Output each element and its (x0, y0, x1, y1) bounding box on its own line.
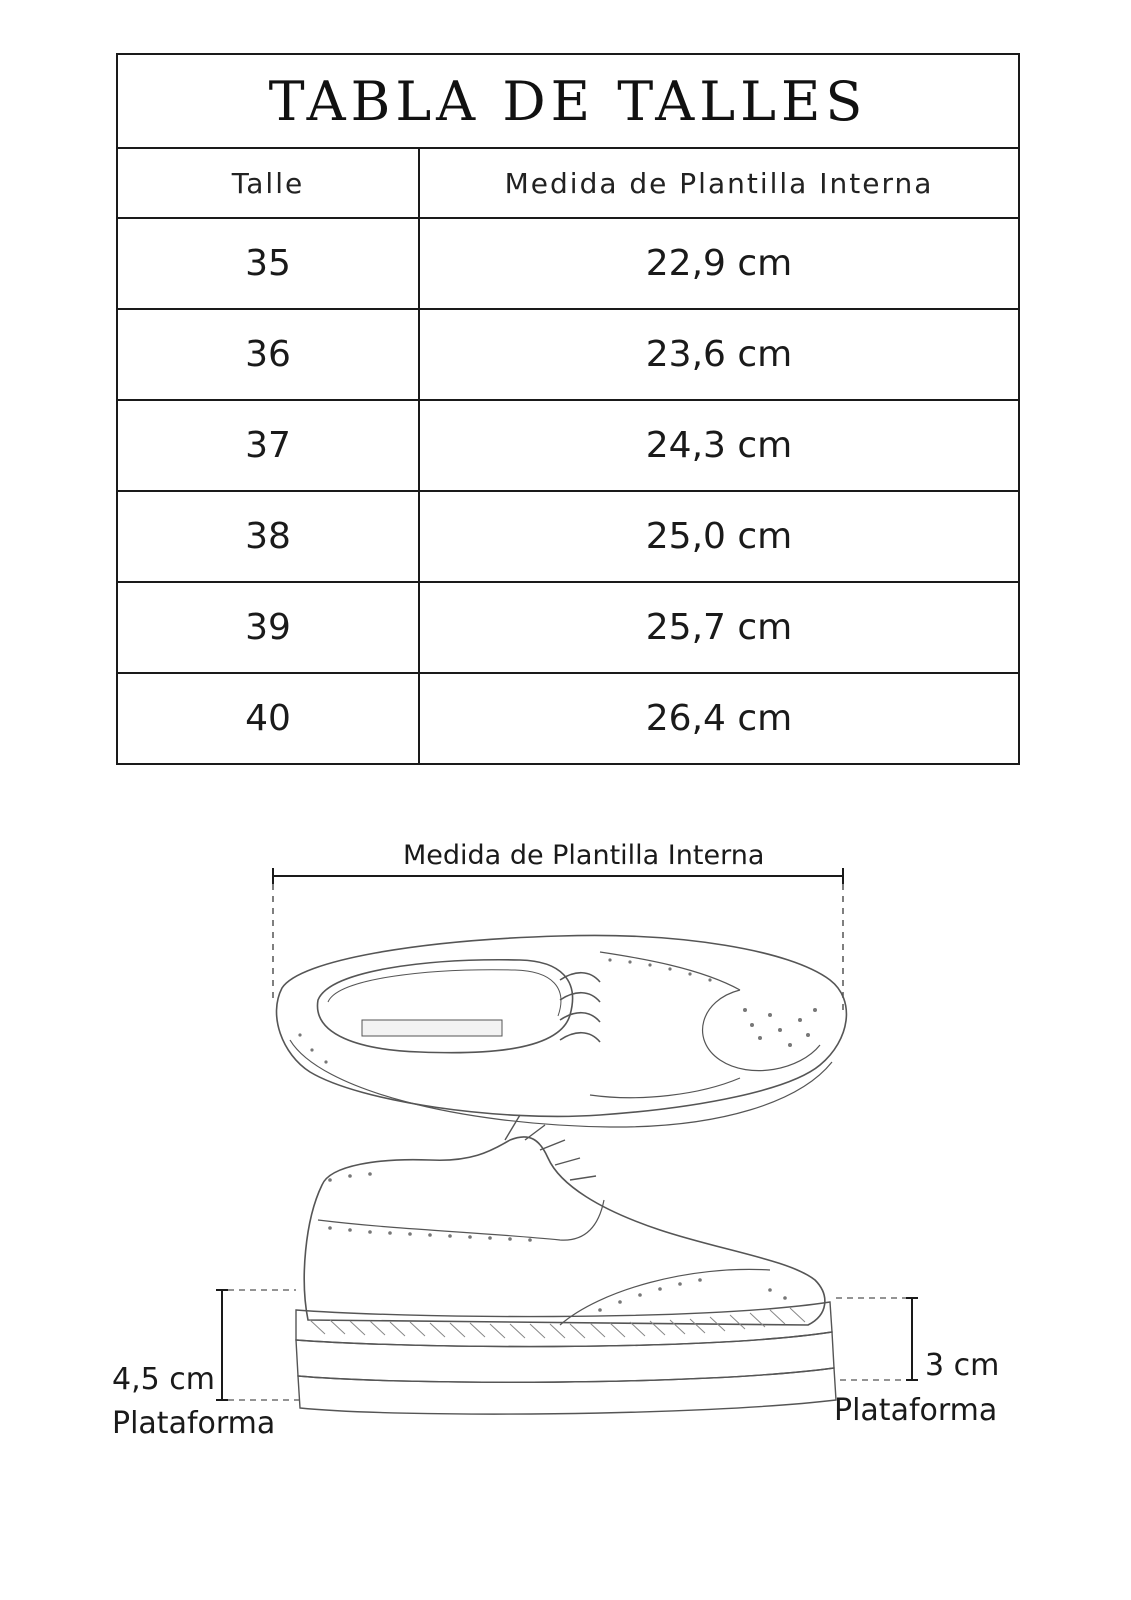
insole-measure-label: Medida de Plantilla Interna (403, 840, 765, 871)
insole-cell: 23,6 cm (419, 309, 1019, 400)
size-cell: 35 (117, 218, 419, 309)
left-platform-height: 4,5 cm (112, 1362, 215, 1397)
left-platform-measure (216, 1290, 300, 1400)
left-platform-label: Plataforma (112, 1406, 276, 1441)
table-title: TABLA DE TALLES (117, 54, 1019, 148)
shoe-top-view (277, 935, 847, 1127)
size-cell: 37 (117, 400, 419, 491)
size-cell: 39 (117, 582, 419, 673)
insole-cell: 25,7 cm (419, 582, 1019, 673)
table-row (117, 582, 1019, 673)
insole-cell: 26,4 cm (419, 673, 1019, 764)
table-row (117, 491, 1019, 582)
insole-cell: 25,0 cm (419, 491, 1019, 582)
table-title-row (117, 54, 1019, 148)
right-platform-label: Plataforma (834, 1393, 998, 1428)
table-row (117, 309, 1019, 400)
right-platform-height: 3 cm (925, 1348, 1000, 1383)
right-platform-measure (836, 1298, 918, 1380)
shoe-illustration (0, 840, 1131, 1560)
header-insole: Medida de Plantilla Interna (419, 148, 1019, 218)
size-table (116, 53, 1020, 765)
table-header-row (117, 148, 1019, 218)
size-cell: 40 (117, 673, 419, 764)
table-row (117, 673, 1019, 764)
shoe-sketch (0, 840, 1131, 1560)
size-cell: 36 (117, 309, 419, 400)
shoe-side-view (296, 1115, 836, 1414)
size-cell: 38 (117, 491, 419, 582)
insole-cell: 24,3 cm (419, 400, 1019, 491)
table-row (117, 400, 1019, 491)
insole-cell: 22,9 cm (419, 218, 1019, 309)
table-row (117, 218, 1019, 309)
header-size: Talle (117, 148, 419, 218)
